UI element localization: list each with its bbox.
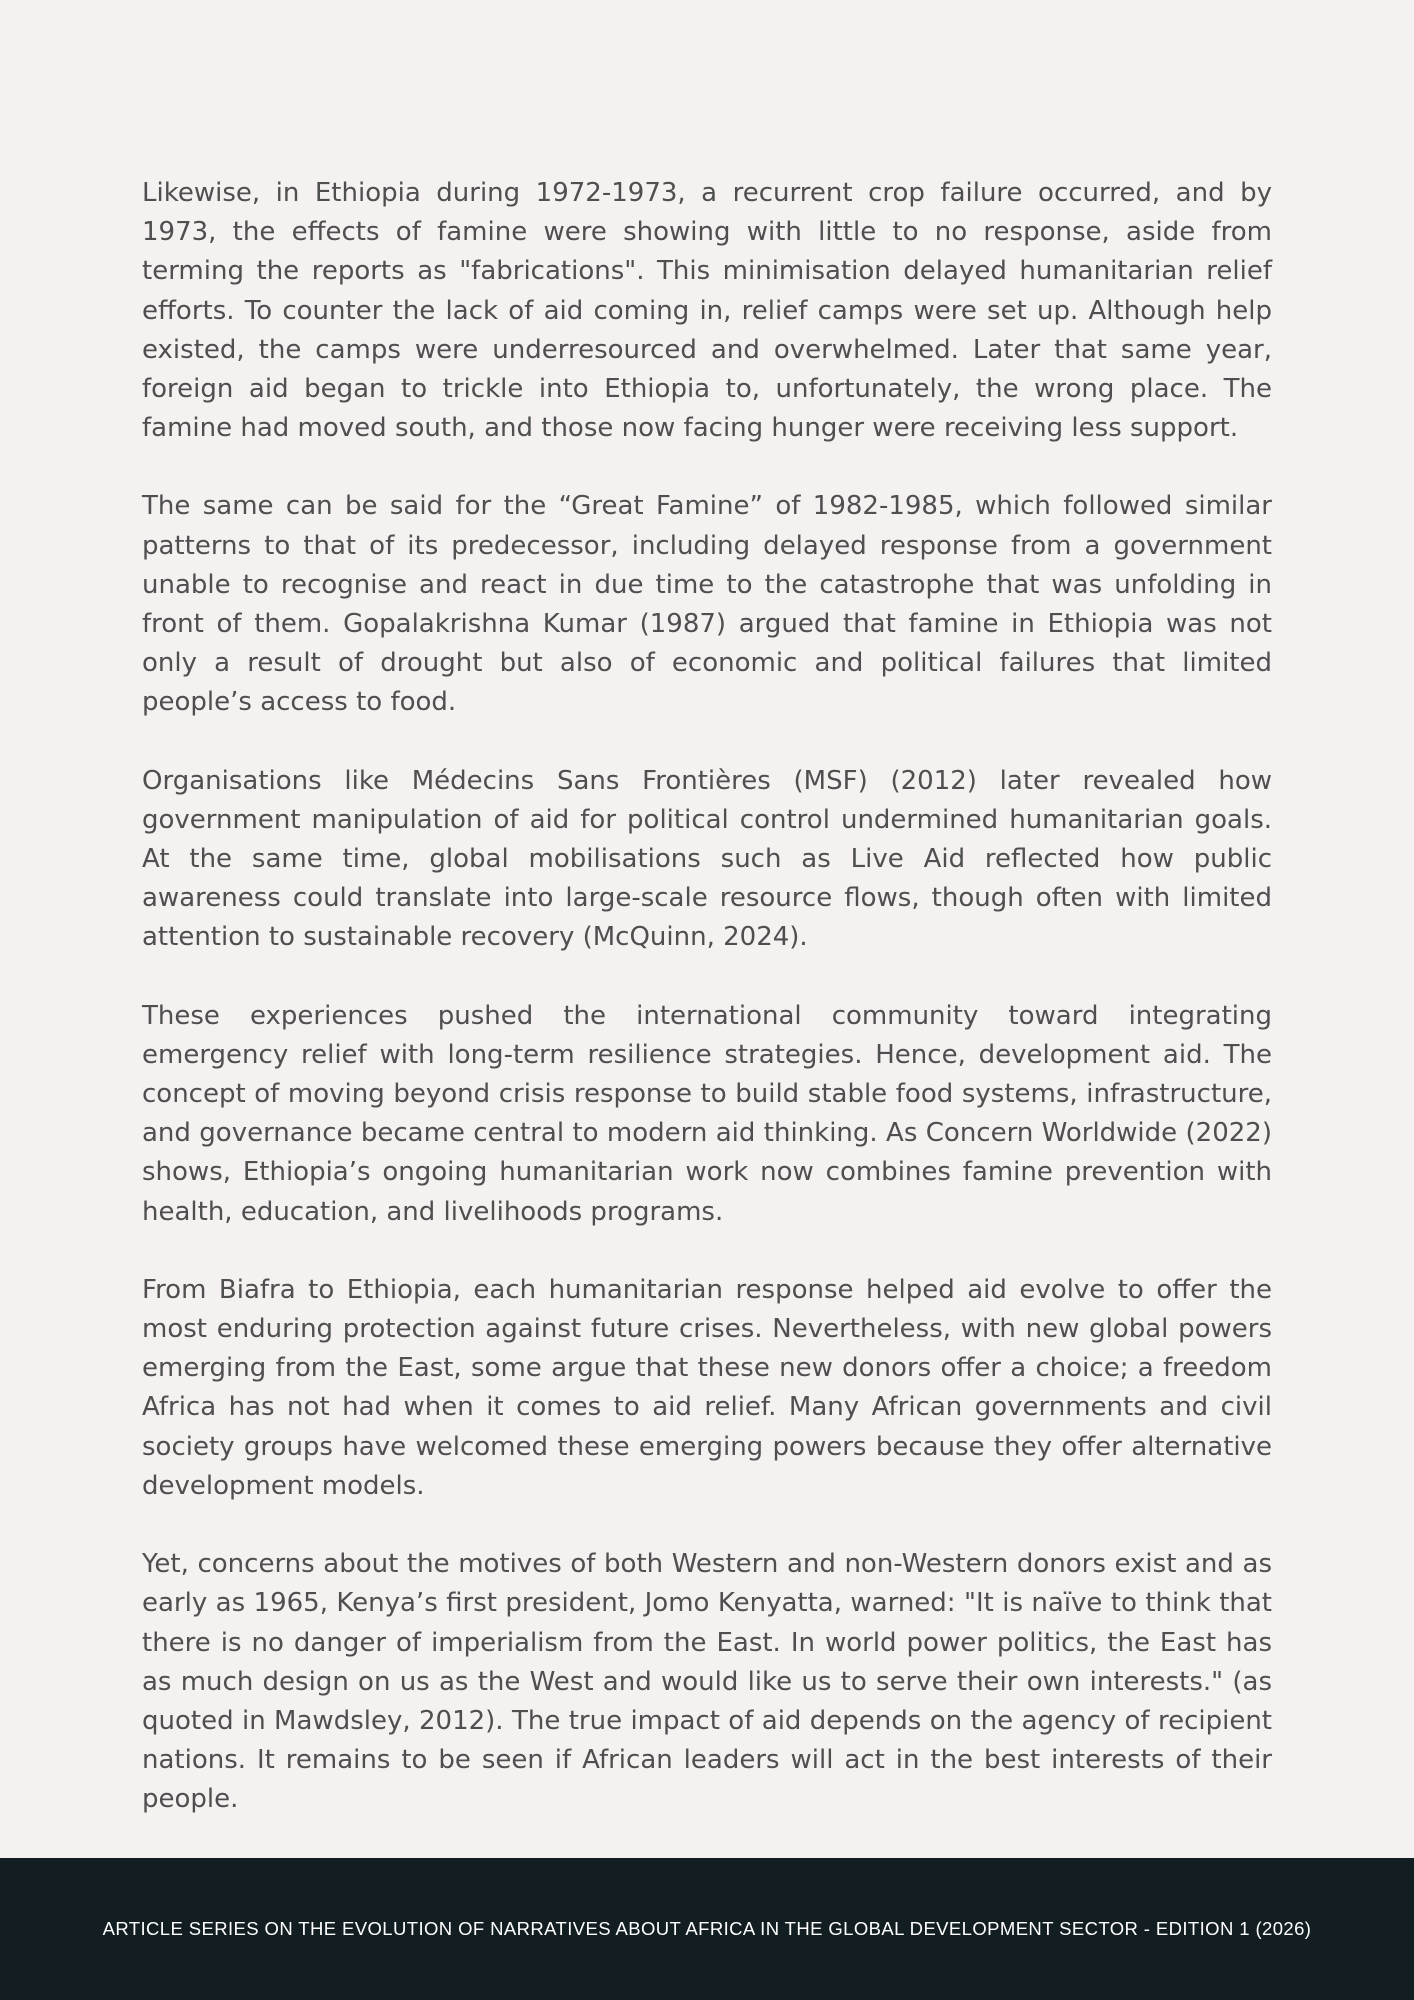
footer-series-title: ARTICLE SERIES ON THE EVOLUTION OF NARRATIVES ABOUT AFRICA IN THE GLOBAL DEVELOPMENT SECTOR - EDITION 1 (2026): [102, 1918, 1312, 1939]
paragraph-ethiopia-1972: Likewise, in Ethiopia during 1972-1973, a recurrent crop failure occurred, and by 1973, the effects of famine were showing with little to no response, aside from terming the reports as "fabrications". This minimisation delayed humanitarian relief efforts. To counter the lack of aid coming in, relief camps were set up. Although help existed, the camps were underresourced and overwhelmed. Later that same year, foreign aid began to trickle into Ethiopia to, unfortunately, the wrong place. The famine had moved south, and those now facing hunger were receiving less support.: [142, 178, 1272, 444]
paragraph-msf-live-aid: Organisations like Médecins Sans Frontières (MSF) (2012) later revealed how government manipulation of aid for political control undermined humanitarian goals. At the same time, global mobilisations such as Live Aid reflected how public awareness could translate into large-scale resource flows, though often with limited attention to sustainable recovery (McQuinn, 2024).: [142, 765, 1272, 953]
paragraph-great-famine: The same can be said for the “Great Famine” of 1982-1985, which followed similar patterns to that of its predecessor, including delayed response from a government unable to recognise and react in due time to the catastrophe that was unfolding in front of them. Gopalakrishna Kumar (1987) argued that famine in Ethiopia was not only a result of drought but also of economic and political failures that limited people’s access to food.: [142, 491, 1272, 718]
paragraph-biafra-to-ethiopia: From Biafra to Ethiopia, each humanitarian response helped aid evolve to offer the most enduring protection against future crises. Nevertheless, with new global powers emerging from the East, some argue that these new donors offer a choice; a freedom Africa has not had when it comes to aid relief. Many African governments and civil society groups have welcomed these emerging powers because they offer alternative development models.: [142, 1274, 1272, 1501]
page-footer: [0, 1858, 1414, 2000]
article-body: [142, 174, 1272, 1859]
paragraph-development-aid: These experiences pushed the international community toward integrating emergency relief with long-term resilience strategies. Hence, development aid. The concept of moving beyond crisis response to build stable food systems, infrastructure, and governance became central to modern aid thinking. As Concern Worldwide (2022) shows, Ethiopia’s ongoing humanitarian work now combines famine prevention with health, education, and livelihoods programs.: [142, 1000, 1272, 1227]
paragraph-kenyatta-quote: Yet, concerns about the motives of both Western and non-Western donors exist and as early as 1965, Kenya’s first president, Jomo Kenyatta, warned: "It is naïve to think that there is no danger of imperialism from the East. In world power politics, the East has as much design on us as the West and would like us to serve their own interests." (as quoted in Mawdsley, 2012). The true impact of aid depends on the agency of recipient nations. It remains to be seen if African leaders will act in the best interests of their people.: [142, 1549, 1272, 1815]
